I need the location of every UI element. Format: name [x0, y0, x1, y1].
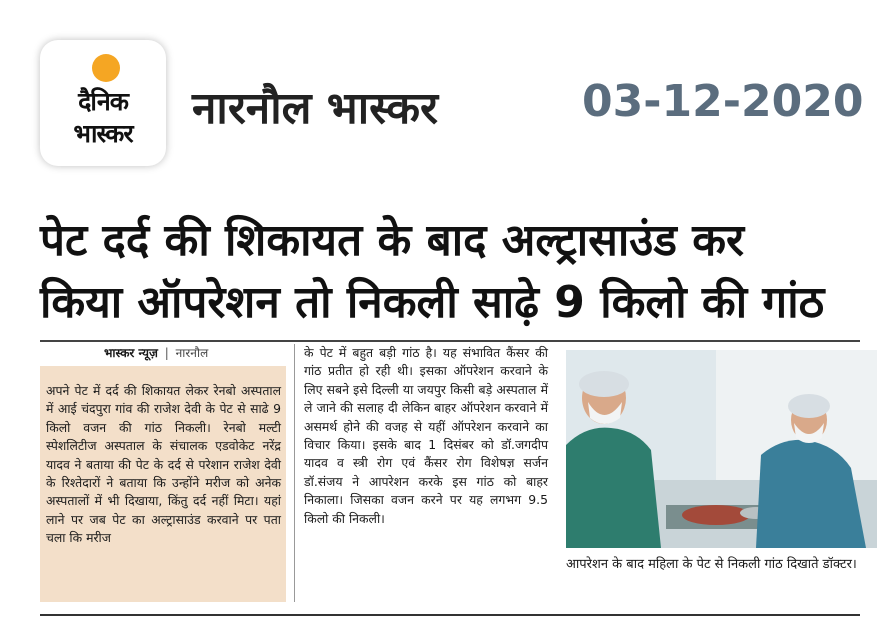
bottom-rule: [40, 614, 860, 616]
byline-source: भास्कर न्यूज़: [104, 346, 158, 360]
sun-icon: [92, 54, 120, 82]
photo-caption: आपरेशन के बाद महिला के पेट से निकली गांठ दिखाते डॉक्टर।: [566, 557, 857, 572]
publication-date: 03-12-2020: [582, 76, 864, 127]
article-column-2: के पेट में बहुत बड़ी गांठ है। यह संभावित कैंसर की गांठ प्रतीत हो रही थी। इसका ऑपरेशन करवाने के लिए सबने इसे दिल्ली या जयपुर किसी बड़े अस्पताल में ले जाने की सलाह दी लेकिन बाहर ऑपरेशन करवाने में असमर्थ होने की वजह से यहीं ऑपरेशन करवाने का विचार किया। इसके बाद 1 दिसंबर को डॉ.जगदीप यादव व स्त्री रोग एवं कैंसर रोग विशेषज्ञ सर्जन डॉ.संजय ने आपरेशन करके इस गांठ को बाहर निकाला। जिसका वजन करने पर यह लगभग 9.5 किलो की निकली।: [304, 345, 548, 526]
byline-separator: |: [164, 346, 169, 360]
logo-text-line1: दैनिक: [78, 87, 128, 116]
dainik-bhaskar-logo: [40, 40, 166, 166]
surgery-photo: [566, 350, 877, 548]
headline-line-1: पेट दर्द की शिकायत के बाद अल्ट्रासाउंड कर: [40, 215, 745, 266]
edition-title: नारनौल भास्कर: [192, 83, 439, 134]
top-rule: [40, 340, 860, 342]
byline: [104, 344, 208, 361]
column-divider: [294, 344, 295, 602]
headline-line-2: किया ऑपरेशन तो निकली साढ़े 9 किलो की गांठ: [40, 277, 825, 328]
logo-text-line2: भास्कर: [73, 119, 133, 148]
byline-place: नारनौल: [175, 346, 209, 360]
article-column-1: अपने पेट में दर्द की शिकायत लेकर रेनबो अस्पताल में आई चंदपुरा गांव की राजेश देवी के पेट से साढे 9 किलो वजन की गांठ निकली। रेनबो मल्टी स्पेशलिटीज अस्पताल के संचालक एडवोकेट नरेंद्र यादव ने बताया की पेट के दर्द से परेशान राजेश देवी के रिश्तेदारों ने बताया कि उन्होंने मरीज को अनेक अस्पतालों में भी दिखाया, किंतु दर्द नहीं मिटा। यहां लाने पर जब पेट का अल्ट्रासाउंड करवाने पर पता चला कि मरीज: [40, 366, 286, 602]
operating-room-illustration: [566, 350, 877, 548]
article-headline: [40, 210, 866, 334]
